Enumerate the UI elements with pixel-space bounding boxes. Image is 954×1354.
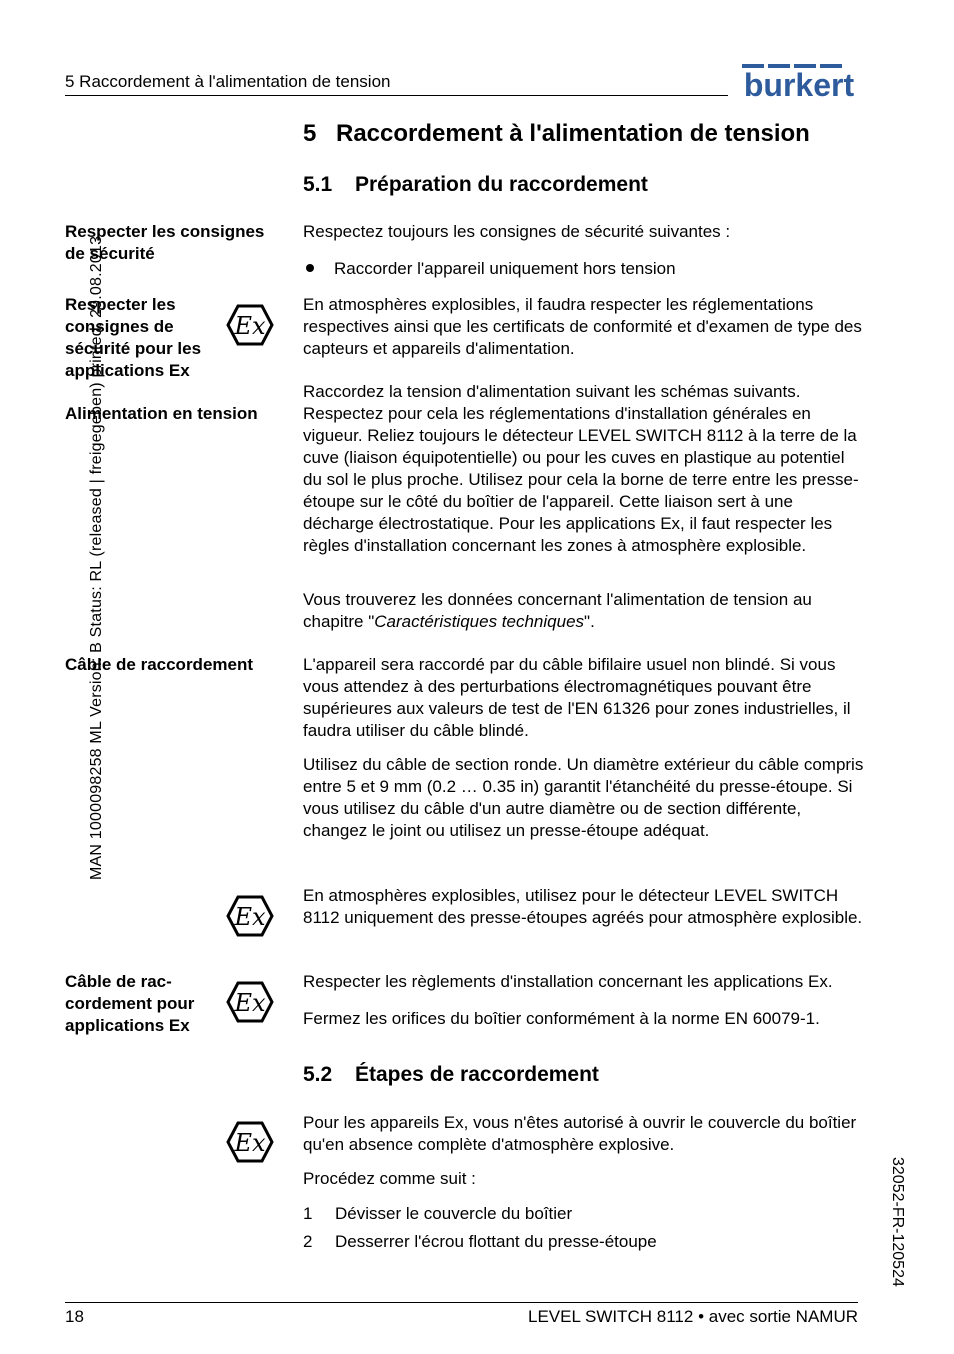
paragraph: Raccordez la tension d'alimentation suivant les schémas suivants. Respectez pour cela les réglementations d'installation générales en vigueur. Reliez toujours le détecteur LEVEL SWITCH 8112 à la terre de la cuve (liaison équipotentielle) ou pour les cuves en plastique au potentiel du sol le plus proche. Utilisez pour cela la borne de terre entre les presse-étoupe sur le côté du boîtier de l'appareil. Cette liaison sert à une décharge électrostatique. Pour les applications Ex, il faut respecter les règles d'installation concernant les zones à atmosphère explosible.	[303, 382, 859, 555]
step-number: 2	[303, 1232, 313, 1251]
burkert-logo	[739, 62, 859, 102]
chapter-title-text: Raccordement à l'alimentation de tension	[336, 120, 810, 147]
paragraph: En atmosphères explosibles, utilisez pour le détecteur LEVEL SWITCH 8112 uniquement des presse-étoupes agréés pour atmosphère explosible.	[303, 886, 863, 927]
paragraph: Pour les appareils Ex, vous n'êtes autorisé à ouvrir le couvercle du boîtier qu'en absence complète d'atmosphère explosive.	[303, 1113, 857, 1154]
paragraph: Respecter les règlements d'installation concernant les applications Ex.	[303, 972, 833, 991]
paragraph-text: Vous trouverez les données concernant l'alimentation de tension au chapitre "	[303, 590, 812, 631]
label-power: Alimentation en tension	[65, 404, 258, 423]
page-number: 18	[65, 1307, 84, 1326]
paragraph: Procédez comme suit :	[303, 1169, 476, 1188]
paragraph: Utilisez du câble de section ronde. Un diamètre extérieur du câble compris entre 5 et 9 mm (0.2 … 0.35 in) garantit l'étanchéité du presse-étoupe. Si vous utilisez du câble d'un autre diamètre ou de section différente, changez le joint ou utilisez un presse-étoupe adéquat.	[303, 755, 864, 840]
paragraph: L'appareil sera raccordé par du câble bifilaire usuel non blindé. Si vous vous attendez à des perturbations électromagnétiques pouvant être supérieures aux valeurs de test de l'EN 61326 pour zones industrielles, il faudra utiliser du câble blindé.	[303, 655, 851, 740]
document-id-vertical: MAN 1000098258 ML Version: B Status: RL (released | freigegeben) printed: 29.08.2013	[88, 235, 105, 880]
paragraph	[303, 589, 868, 633]
section-5-2-title	[303, 1063, 599, 1087]
svg-text:Ex: Ex	[234, 989, 266, 1017]
step-item	[303, 1231, 657, 1253]
bullet-dot	[306, 264, 314, 272]
label-safety-ex: Respecter les consignes de sécurité pour les applications Ex	[65, 295, 202, 380]
doc-code-vertical: 32052-FR-120524	[889, 1157, 906, 1287]
paragraph: En atmosphères explosibles, il faudra respecter les réglementations respectives ainsi que les certificats de conformité et d'examen de type des capteurs et appareils d'alimentation.	[303, 295, 862, 358]
section-title-text: Préparation du raccordement	[355, 173, 648, 196]
chapter-reference: Caractéristiques techniques	[374, 612, 585, 631]
step-item	[303, 1203, 572, 1225]
svg-text:Ex: Ex	[234, 903, 266, 931]
paragraph-text: ".	[584, 612, 595, 631]
ex-atex-icon	[226, 304, 274, 346]
svg-text:Ex: Ex	[234, 312, 266, 340]
svg-text:Ex: Ex	[234, 1129, 266, 1157]
section-title-text: Étapes de raccordement	[355, 1063, 599, 1086]
step-text: Dévisser le couvercle du boîtier	[335, 1204, 573, 1223]
running-header: 5 Raccordement à l'alimentation de tension	[65, 72, 391, 91]
paragraph: Fermez les orifices du boîtier conformément à la norme EN 60079-1.	[303, 1009, 820, 1028]
header-rule	[65, 95, 728, 96]
ex-atex-icon	[226, 895, 274, 937]
section-number: 5.2	[303, 1063, 333, 1086]
ex-atex-icon	[226, 1121, 274, 1163]
ex-atex-icon	[226, 981, 274, 1023]
bullet-item	[303, 258, 676, 280]
footer-rule	[65, 1302, 858, 1303]
logo-wordmark: burkert	[743, 67, 855, 102]
step-text: Desserrer l'écrou flottant du presse-étoupe	[335, 1232, 657, 1251]
label-cable-ex: Câble de rac-cordement pour applications Ex	[65, 972, 195, 1035]
step-number: 1	[303, 1204, 313, 1223]
chapter-title	[303, 120, 810, 148]
label-safety: Respecter les consignes de sécurité	[65, 222, 265, 263]
footer-title: LEVEL SWITCH 8112 • avec sortie NAMUR	[528, 1307, 858, 1326]
section-5-1-title	[303, 173, 648, 197]
paragraph: Respectez toujours les consignes de sécurité suivantes :	[303, 222, 731, 241]
section-number: 5.1	[303, 173, 333, 196]
bullet-text: Raccorder l'appareil uniquement hors tension	[334, 259, 676, 278]
chapter-number: 5	[303, 120, 317, 147]
label-cable: Câble de raccordement	[65, 655, 254, 674]
